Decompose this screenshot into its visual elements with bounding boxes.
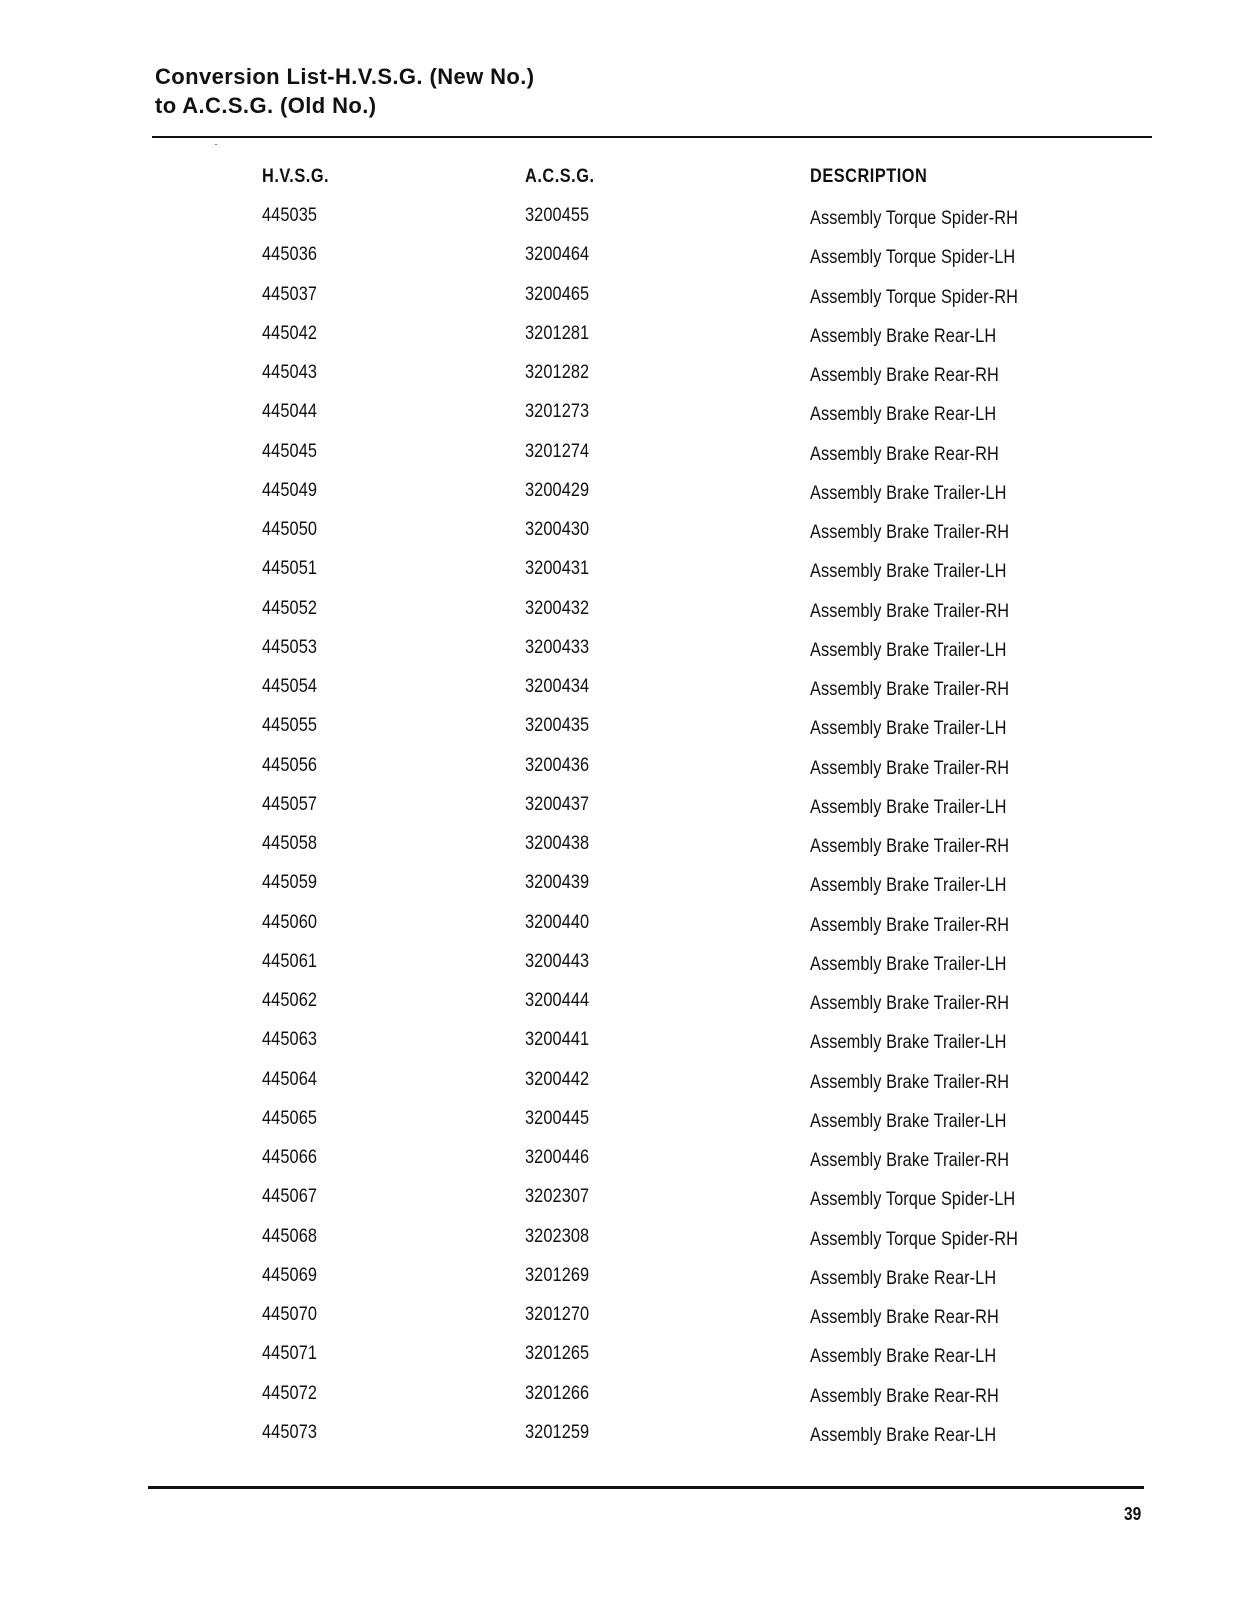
table-row xyxy=(0,1304,1238,1343)
header-hvsg: H.V.S.G. xyxy=(262,166,330,187)
cell-acsg: 3200433 xyxy=(525,636,590,658)
cell-hvsg: 445064 xyxy=(262,1068,318,1090)
cell-acsg: 3200435 xyxy=(525,715,590,737)
cell-description: Assembly Brake Trailer-LH xyxy=(810,561,1007,583)
cell-description: Assembly Brake Rear-LH xyxy=(810,325,997,347)
cell-acsg: 3201281 xyxy=(525,322,590,344)
cell-hvsg: 445045 xyxy=(262,440,318,462)
title-line-2: to A.C.S.G. (Old No.) xyxy=(155,93,377,118)
cell-description: Assembly Brake Rear-RH xyxy=(810,1385,999,1407)
cell-acsg: 3200438 xyxy=(525,833,590,854)
cell-description: Assembly Torque Spider-RH xyxy=(810,286,1018,308)
table-row xyxy=(0,794,1238,833)
cell-acsg: 3200443 xyxy=(525,950,590,972)
cell-acsg: 3201259 xyxy=(525,1421,590,1443)
cell-description: Assembly Brake Trailer-LH xyxy=(810,875,1007,897)
table-row xyxy=(0,362,1238,401)
cell-acsg: 3202308 xyxy=(525,1225,590,1247)
cell-description: Assembly Brake Trailer-LH xyxy=(810,639,1007,661)
cell-hvsg: 445053 xyxy=(262,636,318,658)
table-row xyxy=(0,519,1238,558)
table-row xyxy=(0,755,1238,794)
cell-acsg: 3200437 xyxy=(525,793,590,815)
cell-description: Assembly Brake Rear-RH xyxy=(810,365,999,386)
cell-hvsg: 445057 xyxy=(262,793,318,815)
table-row xyxy=(0,284,1238,323)
cell-acsg: 3200465 xyxy=(525,283,590,305)
cell-hvsg: 445035 xyxy=(262,205,318,226)
cell-description: Assembly Brake Trailer-LH xyxy=(810,1032,1007,1054)
cell-acsg: 3201270 xyxy=(525,1304,590,1325)
cell-acsg: 3200445 xyxy=(525,1107,590,1129)
cell-acsg: 3201274 xyxy=(525,440,590,462)
cell-acsg: 3201282 xyxy=(525,362,590,383)
table-row xyxy=(0,1147,1238,1186)
page-number: 39 xyxy=(1124,1504,1142,1524)
header-acsg: A.C.S.G. xyxy=(525,166,595,187)
cell-hvsg: 445052 xyxy=(262,597,318,619)
table-row xyxy=(0,323,1238,362)
cell-hvsg: 445062 xyxy=(262,990,318,1011)
cell-acsg: 3200434 xyxy=(525,676,590,697)
cell-description: Assembly Brake Trailer-RH xyxy=(810,1071,1010,1093)
cell-hvsg: 445065 xyxy=(262,1107,318,1129)
table-row xyxy=(0,441,1238,480)
cell-description: Assembly Brake Trailer-LH xyxy=(810,718,1007,740)
cell-hvsg: 445058 xyxy=(262,833,318,854)
cell-acsg: 3200446 xyxy=(525,1147,590,1168)
cell-hvsg: 445067 xyxy=(262,1186,318,1208)
cell-hvsg: 445073 xyxy=(262,1421,318,1443)
table-row xyxy=(0,205,1238,244)
cell-description: Assembly Torque Spider-RH xyxy=(810,208,1018,229)
cell-hvsg: 445043 xyxy=(262,362,318,383)
table-row xyxy=(0,1265,1238,1304)
cell-hvsg: 445068 xyxy=(262,1225,318,1247)
cell-description: Assembly Brake Rear-LH xyxy=(810,404,997,426)
top-rule xyxy=(152,136,1152,138)
cell-hvsg: 445042 xyxy=(262,322,318,344)
cell-acsg: 3200441 xyxy=(525,1029,590,1051)
table-row xyxy=(0,912,1238,951)
cell-description: Assembly Torque Spider-LH xyxy=(810,1189,1016,1211)
table-row xyxy=(0,480,1238,519)
cell-acsg: 3200442 xyxy=(525,1068,590,1090)
cell-acsg: 3200429 xyxy=(525,479,590,501)
cell-description: Assembly Brake Trailer-LH xyxy=(810,796,1007,818)
cell-hvsg: 445054 xyxy=(262,676,318,697)
cell-acsg: 3200430 xyxy=(525,519,590,540)
table-row xyxy=(0,1069,1238,1108)
cell-hvsg: 445071 xyxy=(262,1343,318,1365)
cell-hvsg: 445055 xyxy=(262,715,318,737)
cell-description: Assembly Brake Trailer-RH xyxy=(810,600,1010,622)
cell-hvsg: 445072 xyxy=(262,1382,318,1404)
cell-acsg: 3200436 xyxy=(525,754,590,776)
table-row xyxy=(0,637,1238,676)
cell-hvsg: 445061 xyxy=(262,950,318,972)
cell-hvsg: 445066 xyxy=(262,1147,318,1168)
cell-acsg: 3202307 xyxy=(525,1186,590,1208)
bottom-rule xyxy=(148,1486,1144,1489)
cell-description: Assembly Brake Trailer-LH xyxy=(810,1110,1007,1132)
table-row xyxy=(0,1422,1238,1461)
cell-description: Assembly Brake Trailer-RH xyxy=(810,679,1010,700)
cell-description: Assembly Brake Trailer-RH xyxy=(810,993,1010,1014)
cell-acsg: 3201273 xyxy=(525,401,590,423)
cell-hvsg: 445044 xyxy=(262,401,318,423)
cell-acsg: 3200444 xyxy=(525,990,590,1011)
scan-speck xyxy=(215,144,217,145)
table-row xyxy=(0,715,1238,754)
table-row xyxy=(0,872,1238,911)
table-row xyxy=(0,833,1238,872)
table-row xyxy=(0,401,1238,440)
cell-hvsg: 445049 xyxy=(262,479,318,501)
table-row xyxy=(0,676,1238,715)
header-description: DESCRIPTION xyxy=(810,166,928,187)
cell-description: Assembly Brake Trailer-LH xyxy=(810,482,1007,504)
table-row xyxy=(0,1226,1238,1265)
table-row xyxy=(0,1186,1238,1225)
page-title xyxy=(155,62,535,120)
cell-acsg: 3200440 xyxy=(525,911,590,933)
table-row xyxy=(0,1108,1238,1147)
cell-hvsg: 445050 xyxy=(262,519,318,540)
cell-description: Assembly Brake Rear-RH xyxy=(810,1307,999,1328)
table-row xyxy=(0,990,1238,1029)
cell-description: Assembly Brake Rear-LH xyxy=(810,1267,997,1289)
cell-acsg: 3200432 xyxy=(525,597,590,619)
cell-description: Assembly Brake Trailer-RH xyxy=(810,1150,1010,1171)
cell-description: Assembly Torque Spider-LH xyxy=(810,247,1016,269)
cell-hvsg: 445037 xyxy=(262,283,318,305)
cell-acsg: 3201265 xyxy=(525,1343,590,1365)
cell-description: Assembly Brake Rear-LH xyxy=(810,1346,997,1368)
cell-hvsg: 445069 xyxy=(262,1264,318,1286)
cell-hvsg: 445063 xyxy=(262,1029,318,1051)
cell-description: Assembly Brake Rear-RH xyxy=(810,443,999,465)
cell-description: Assembly Brake Trailer-LH xyxy=(810,953,1007,975)
table-row xyxy=(0,1383,1238,1422)
cell-acsg: 3200455 xyxy=(525,205,590,226)
table-row xyxy=(0,558,1238,597)
cell-acsg: 3201269 xyxy=(525,1264,590,1286)
cell-hvsg: 445070 xyxy=(262,1304,318,1325)
cell-hvsg: 445059 xyxy=(262,872,318,894)
table-row xyxy=(0,1343,1238,1382)
table-row xyxy=(0,598,1238,637)
title-line-1: Conversion List-H.V.S.G. (New No.) xyxy=(155,64,535,89)
table-row xyxy=(0,951,1238,990)
cell-hvsg: 445036 xyxy=(262,244,318,266)
cell-description: Assembly Brake Trailer-RH xyxy=(810,914,1010,936)
cell-acsg: 3200431 xyxy=(525,558,590,580)
cell-description: Assembly Brake Trailer-RH xyxy=(810,757,1010,779)
table-row xyxy=(0,1029,1238,1068)
cell-hvsg: 445051 xyxy=(262,558,318,580)
cell-description: Assembly Brake Trailer-RH xyxy=(810,836,1010,857)
cell-acsg: 3200439 xyxy=(525,872,590,894)
cell-description: Assembly Brake Trailer-RH xyxy=(810,522,1010,543)
cell-hvsg: 445056 xyxy=(262,754,318,776)
cell-acsg: 3201266 xyxy=(525,1382,590,1404)
table-header-row xyxy=(0,166,1238,205)
table-row xyxy=(0,244,1238,283)
cell-description: Assembly Brake Rear-LH xyxy=(810,1424,997,1446)
cell-acsg: 3200464 xyxy=(525,244,590,266)
cell-description: Assembly Torque Spider-RH xyxy=(810,1228,1018,1250)
cell-hvsg: 445060 xyxy=(262,911,318,933)
